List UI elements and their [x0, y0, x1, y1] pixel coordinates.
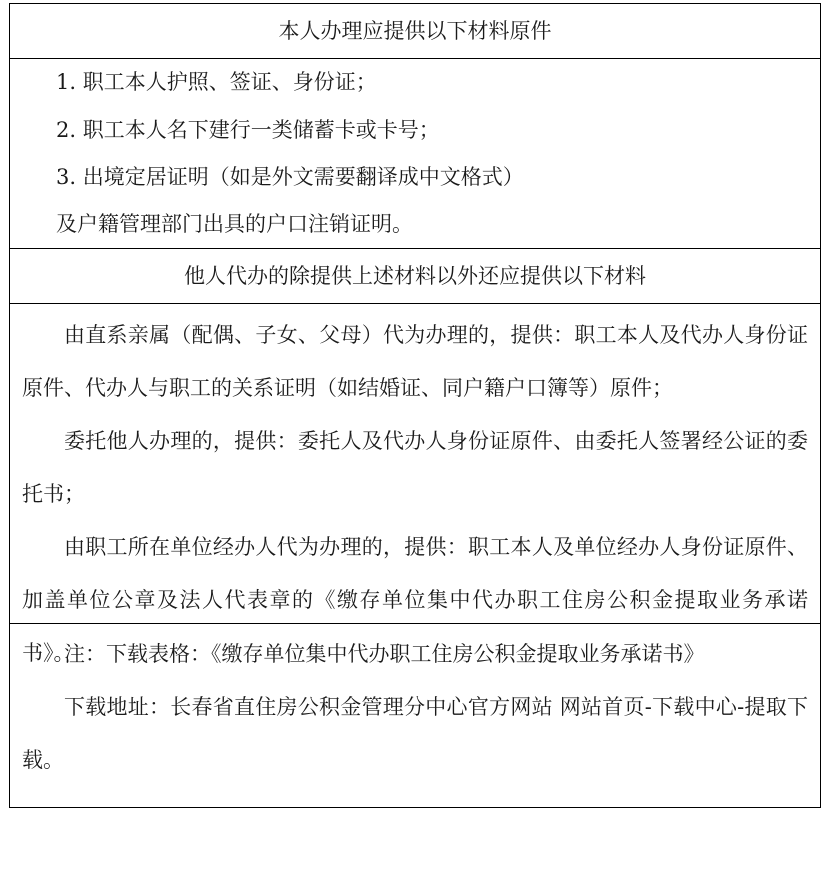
list-item-continuation: 及户籍管理部门出具的户口注销证明。 [56, 212, 413, 236]
agent-paragraph-employer: 由职工所在单位经办人代为办理的，提供：职工本人及单位经办人身份证原件、加盖单位公章及法人代表章的《缴存单位集中代办职工住房公积金提取业务承诺书》。 [22, 535, 808, 665]
download-location-note: 下载地址：长春省直住房公积金管理分中心官方网站 网站首页-下载中心-提取下载。 [22, 695, 808, 772]
list-item: 1. 职工本人护照、签证、身份证； [56, 70, 377, 94]
download-note [10, 624, 820, 808]
agent-paragraph-entrusted: 委托他人办理的，提供：委托人及代办人身份证原件、由委托人签署经公证的委托书； [22, 429, 808, 506]
download-form-note: 注：下载表格：《缴存单位集中代办职工住房公积金提取业务承诺书》 [64, 642, 705, 666]
agent-materials-heading: 他人代办的除提供上述材料以外还应提供以下材料 [10, 249, 820, 304]
list-item: 2. 职工本人名下建行一类储蓄卡或卡号； [56, 118, 440, 142]
own-materials-heading: 本人办理应提供以下材料原件 [10, 4, 820, 59]
agent-paragraph-relatives: 由直系亲属（配偶、子女、父母）代为办理的，提供：职工本人及代办人身份证原件、代办人与职工的关系证明（如结婚证、同户籍户口簿等）原件； [22, 323, 808, 400]
own-materials-list [10, 59, 820, 249]
list-item: 3. 出境定居证明（如是外文需要翻译成中文格式） [56, 165, 524, 189]
materials-table [9, 3, 821, 808]
